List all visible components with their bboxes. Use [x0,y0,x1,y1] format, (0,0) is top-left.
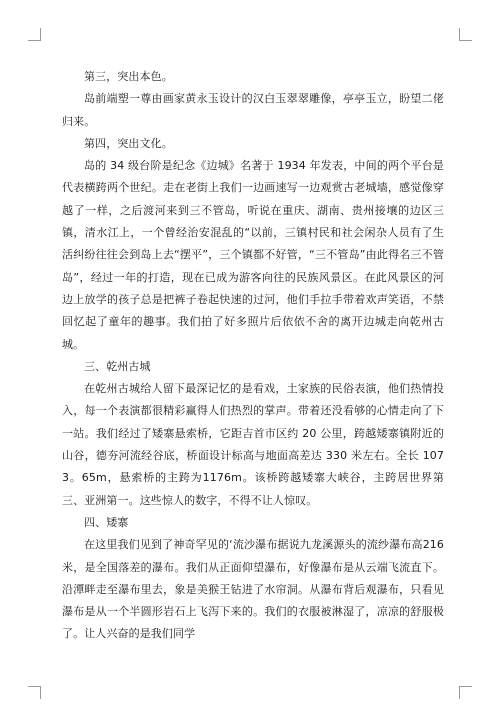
body-paragraph: 在乾州古城给人留下最深记忆的是看戏，土家族的民俗表演，他们热情投入，每一个表演都很精彩赢得人们热烈的掌声。带着还没看够的心情走向了下一站。我们经过了矮寨悬索桥，它距吉首市区约 20 公里，跨越矮寨镇附近的山谷，德夯河流经谷底，桥面设计标高与地面高差达 330 米左右。全长 1073。65m，悬索桥的主跨为1176m。该桥跨越矮寨大峡谷，主跨居世界第三、亚洲第一。这些惊人的数字，不得不让人惊叹。 [62,382,444,507]
section-heading: 第四，突出文化。 [84,136,173,150]
body-paragraph: 岛的 34 级台阶是纪念《边城》名著于 1934 年发表，中间的两个平台是代表横跨两个世纪。走在老街上我们一边画速写一边观赏古老城墙，感觉像穿越了一样，之后渡河来到三不管岛，听说在重庆、湖南、贵州接壤的边区三镇，清水江上，一个曾经治安混乱的“以前，三镇村民和社会闲杂人员有了生活纠纷往往会到岛上去“摆平”，三个镇都不好管，“三不管岛”由此得名三不管岛”，经过一年的打造，现在已成为游客向往的民族风景区。在此风景区的河边上放学的孩子总是把裤子卷起快速的过河，他们手拉手带着欢声笑语，不禁回忆起了童年的趣事。我们拍了好多照片后依依不舍的离开边城走向乾州古城。 [62,159,444,351]
document-body [62,66,444,646]
crop-mark-bottom-left [28,686,41,699]
body-paragraph: 岛前端塑一尊由画家黄永玉设计的汉白玉翠翠雕像，亭亭玉立，盼望二佬归来。 [62,92,444,128]
crop-mark-bottom-right [459,686,472,699]
section-heading: 第三，突出本色。 [84,70,173,83]
body-paragraph: 在这里我们见到了神奇罕见的‘流沙瀑布据说九龙溪源头的流纱瀑布高216米，是全国落差的瀑布。我们从正面仰望瀑布，好像瀑布是从云端飞流直下。沿潭畔走至瀑布里去，象是美猴王钻进了水帘洞。从瀑布背后观瀑布，只看见瀑布是从一个半圆形岩石上飞泻下来的。我们的衣服被淋湿了，凉凉的舒服极了。让人兴奋的是我们同学 [62,538,444,641]
crop-mark-top-right [459,28,472,41]
crop-mark-top-left [28,28,41,41]
section-heading: 四、矮寨 [84,515,129,529]
section-heading: 三、乾州古城 [84,359,151,373]
